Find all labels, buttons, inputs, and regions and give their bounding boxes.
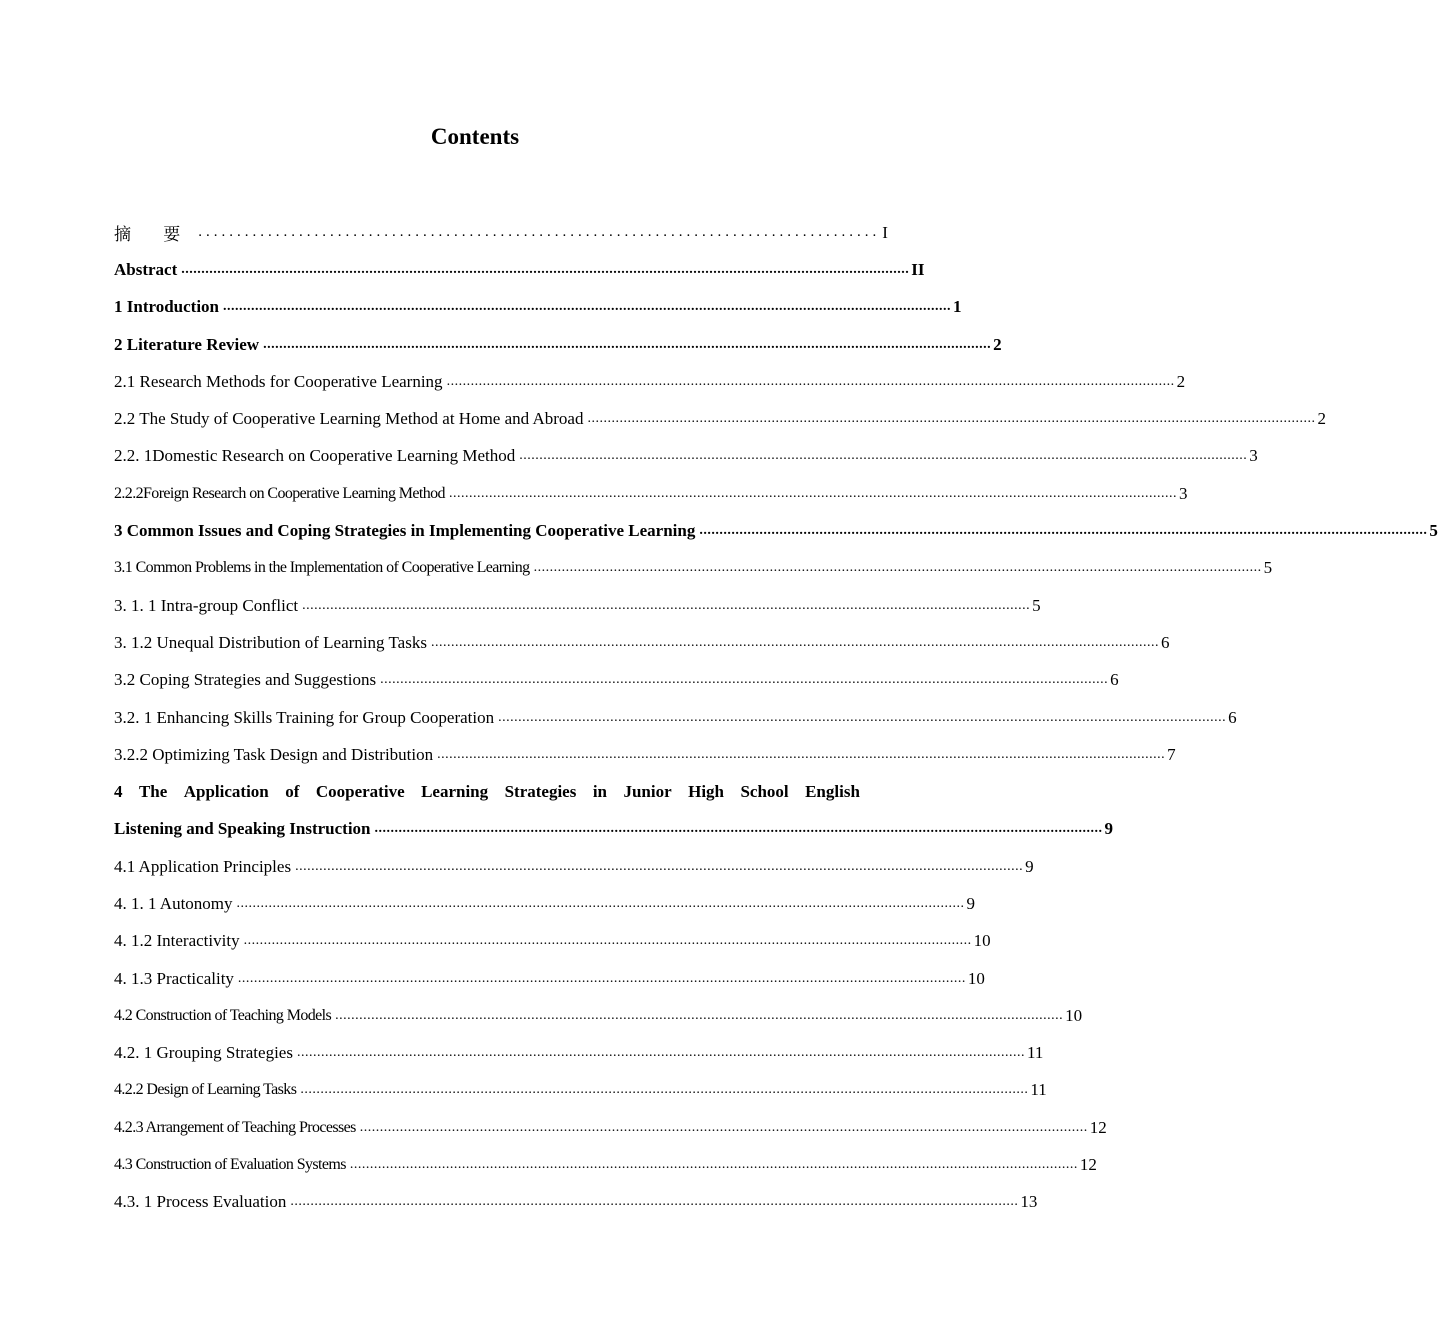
toc-entry-page: 9 — [1025, 856, 1034, 876]
toc-entry-page: 12 — [1079, 1155, 1097, 1175]
toc-entry-label-word: School — [740, 782, 789, 802]
toc-entry-page: 5 — [1032, 595, 1041, 615]
dot-leader: ...................................................................................................................................................................................... — [519, 448, 1248, 464]
dot-leader: ...................................................................................................................................................................................... — [335, 1007, 1064, 1023]
dot-leader: ...................................................................................................................................................................................... — [498, 709, 1227, 725]
toc-entry-label: 4.2.3 Arrangement of Teaching Processes — [114, 1118, 356, 1136]
toc-entry-page: 3 — [1178, 483, 1188, 503]
toc-entry-label: 3 Common Issues and Coping Strategies in Implementing Cooperative Learning — [114, 521, 696, 541]
toc-entry-label: 3.2.2 Optimizing Task Design and Distribution — [114, 744, 434, 764]
toc-entry-page: 7 — [1167, 744, 1176, 764]
toc-entry-4-1[interactable] — [114, 848, 1034, 885]
toc-entry-4-1-1[interactable] — [114, 885, 976, 922]
dot-leader: ...................................................................................................................................................................................... — [430, 634, 1159, 650]
toc-entry-label: 4.2 Construction of Teaching Models — [114, 1006, 332, 1024]
dot-leader: ...................................................................................................................................................................................... — [359, 1119, 1088, 1135]
dot-leader: ...................................................................................................................................................................................... — [349, 1157, 1078, 1173]
dot-leader: ...................................................................................................................................................................................... — [263, 336, 992, 352]
toc-entry-label: 4. 1. 1 Autonomy — [114, 893, 233, 913]
toc-entry-3-2[interactable] — [114, 662, 1119, 699]
toc-entry-page: I — [882, 222, 888, 242]
toc-entry-chinese-abstract[interactable] — [114, 214, 888, 251]
toc-entry-4-2[interactable] — [114, 997, 1083, 1034]
toc-entry-4-2-2[interactable] — [114, 1072, 1047, 1109]
toc-entry-page: 2 — [1176, 371, 1186, 391]
toc-entry-page: 10 — [973, 931, 991, 951]
toc-entry-page: 6 — [1110, 670, 1119, 690]
toc-entry-page: 2 — [1317, 409, 1326, 429]
dot-leader: ...................................................................................................................................................................................... — [181, 261, 910, 277]
dot-leader: ...................................................................................................................................................................................... — [300, 1082, 1029, 1098]
toc-entry-4-3[interactable] — [114, 1146, 1097, 1183]
toc-entry-4-2-3[interactable] — [114, 1109, 1107, 1146]
toc-entry-label-word: English — [805, 782, 860, 802]
toc-entry-page: 1 — [953, 297, 962, 317]
toc-entry-label-word: Learning — [421, 782, 489, 802]
toc-entry-label-word: 4 — [114, 782, 123, 802]
toc-entry-label: Listening and Speaking Instruction — [114, 819, 371, 839]
dot-leader: ...................................................................................................................................................................................... — [374, 821, 1103, 837]
toc-entry-chapter-4-line1[interactable] — [114, 773, 860, 810]
dot-leader: ...................................................................................................................................................................................... — [437, 746, 1166, 762]
dot-leader: ...................................................................................................................................................................................... — [446, 373, 1175, 389]
toc-entry-3-1[interactable] — [114, 550, 1273, 587]
toc-entry-2-2-2[interactable] — [114, 475, 1188, 512]
dot-leader: ...................................................................................................................................................................................... — [223, 299, 952, 315]
dot-leader: ...................................................................................................................................................................................... — [699, 523, 1428, 539]
toc-entry-label-word: Cooperative — [315, 782, 405, 802]
toc-entry-4-2-1[interactable] — [114, 1035, 1044, 1072]
dot-leader: ...................................................................................................................................................................................... — [533, 560, 1262, 576]
dot-leader: ...................................................................................................................................................................................... — [296, 1045, 1025, 1061]
toc-entry-label: 3.1 Common Problems in the Implementation of Cooperative Learning — [114, 559, 530, 577]
toc-entry-3-2-1[interactable] — [114, 699, 1237, 736]
dot-leader: ...................................................................................................................................................................................... — [290, 1194, 1019, 1210]
toc-entry-2-1[interactable] — [114, 363, 1186, 400]
toc-entry-4-1-3[interactable] — [114, 960, 985, 997]
toc-entry-page: 6 — [1228, 707, 1237, 727]
toc-entry-2-2-1[interactable] — [114, 438, 1258, 475]
toc-entry-page: 11 — [1030, 1080, 1047, 1100]
toc-entry-label: 3. 1.2 Unequal Distribution of Learning Tasks — [114, 632, 427, 652]
toc-entry-label: 4.1 Application Principles — [114, 856, 292, 876]
toc-entry-label-word: High — [688, 782, 724, 802]
toc-entry-page: 13 — [1020, 1192, 1038, 1212]
toc-entry-label-word: in — [592, 782, 607, 802]
dot-leader: ...................................................................................................................................................................................... — [236, 895, 965, 911]
toc-entry-label: 2.2.2Foreign Research on Cooperative Learning Method — [114, 484, 445, 502]
dot-leader: ........................................................................................ — [198, 224, 881, 241]
toc-entry-2-2[interactable] — [114, 400, 1326, 437]
dot-leader: ...................................................................................................................................................................................... — [380, 672, 1109, 688]
dot-leader: ...................................................................................................................................................................................... — [243, 933, 972, 949]
page-title: Contents — [430, 124, 520, 149]
toc-entry-page: 3 — [1249, 446, 1258, 466]
toc-entry-3-1-2[interactable] — [114, 624, 1170, 661]
toc-entry-label: 2.2. 1Domestic Research on Cooperative Learning Method — [114, 446, 516, 466]
toc-entry-label-word: The — [138, 782, 168, 802]
toc-entry-literature-review[interactable] — [114, 326, 1002, 363]
toc-entry-label: 2.1 Research Methods for Cooperative Learning — [114, 371, 443, 391]
toc-entry-abstract[interactable] — [114, 251, 925, 288]
toc-entry-label-word: of — [285, 782, 300, 802]
toc-entry-3-1-1[interactable] — [114, 587, 1041, 624]
toc-entry-label: 4. 1.3 Practicality — [114, 968, 234, 988]
dot-leader: ...................................................................................................................................................................................... — [448, 485, 1177, 501]
toc-entry-page: 2 — [993, 334, 1002, 354]
toc-entry-label-word: Junior — [623, 782, 672, 802]
toc-entry-label: 4.3 Construction of Evaluation Systems — [114, 1156, 346, 1174]
toc-entry-page: 6 — [1160, 632, 1170, 652]
dot-leader: ...................................................................................................................................................................................... — [295, 858, 1024, 874]
toc-entry-page: 5 — [1429, 521, 1438, 541]
toc-entry-introduction[interactable] — [114, 289, 962, 326]
toc-entry-label: Abstract — [114, 259, 178, 279]
toc-entry-chapter-3[interactable] — [114, 512, 1438, 549]
toc-entry-label: 3.2. 1 Enhancing Skills Training for Group Cooperation — [114, 707, 495, 727]
toc-entry-4-3-1[interactable] — [114, 1184, 1038, 1221]
toc-entry-label: 1 Introduction — [114, 297, 220, 317]
toc-entry-label: 2 Literature Review — [114, 334, 260, 354]
toc-entry-3-2-2[interactable] — [114, 736, 1176, 773]
dot-leader: ...................................................................................................................................................................................... — [302, 597, 1031, 613]
toc-entry-label: 3. 1. 1 Intra-group Conflict — [114, 595, 299, 615]
toc-entry-page: II — [911, 259, 925, 279]
dot-leader: ...................................................................................................................................................................................... — [237, 970, 966, 986]
toc-entry-page: 5 — [1263, 558, 1273, 578]
toc-entry-label: 4.3. 1 Process Evaluation — [114, 1192, 287, 1212]
toc-entry-page: 12 — [1089, 1117, 1107, 1137]
toc-entry-label: 4. 1.2 Interactivity — [114, 931, 240, 951]
toc-entry-label-word: Application — [183, 782, 269, 802]
toc-entry-4-1-2[interactable] — [114, 923, 991, 960]
toc-entry-page: 10 — [967, 968, 985, 988]
toc-entry-label-word: Strategies — [504, 782, 577, 802]
toc-entry-label: 4.2. 1 Grouping Strategies — [114, 1043, 293, 1063]
dot-leader: ...................................................................................................................................................................................... — [587, 411, 1316, 427]
toc-entry-label: 2.2 The Study of Cooperative Learning Method at Home and Abroad — [114, 409, 584, 429]
toc-entry-label: 3.2 Coping Strategies and Suggestions — [114, 670, 377, 690]
toc-entry-label: 4.2.2 Design of Learning Tasks — [114, 1081, 297, 1099]
toc-entry-page: 9 — [966, 893, 976, 913]
toc-entry-page: 9 — [1104, 819, 1113, 839]
toc-entry-page: 11 — [1026, 1043, 1044, 1063]
toc-entry-page: 10 — [1065, 1005, 1083, 1025]
toc-entry-chapter-4-line2[interactable] — [114, 811, 1113, 848]
table-of-contents — [114, 214, 1438, 1221]
toc-entry-label: 摘 要 — [114, 225, 195, 245]
